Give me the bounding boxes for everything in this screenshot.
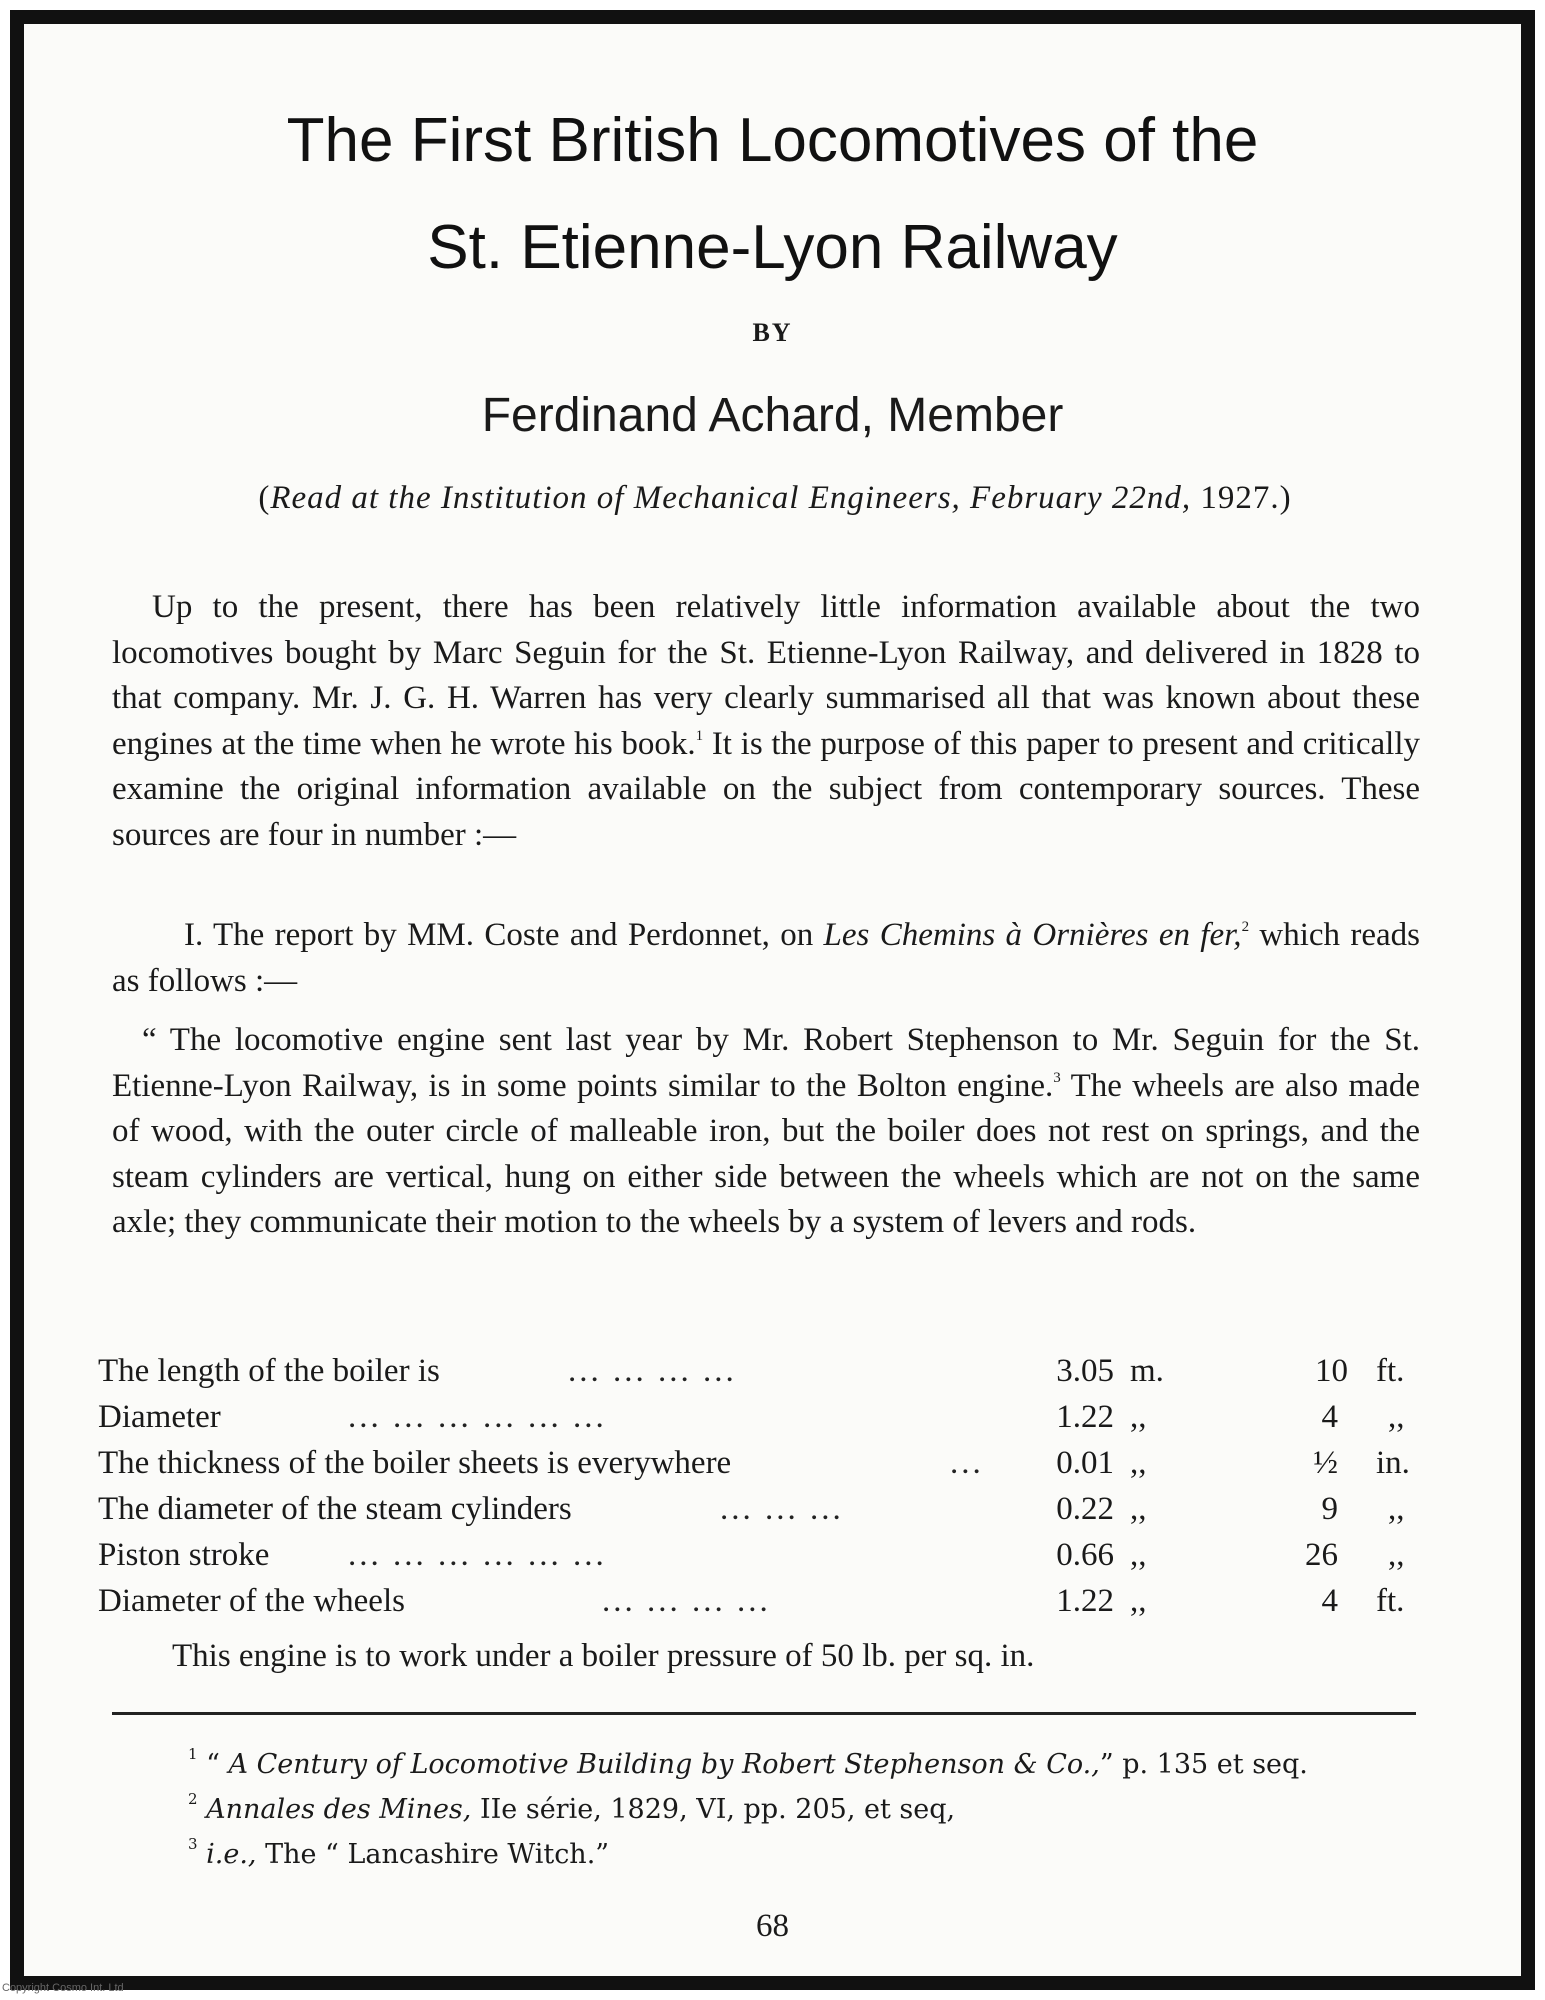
spec-row: [98, 1348, 1428, 1394]
footnote-rest: The “ Lancashire Witch.”: [256, 1839, 610, 1870]
footnote-ref-2[interactable]: 2: [1241, 919, 1250, 935]
source-one-tail: which reads as follows :—: [112, 917, 1421, 999]
spec-leader-dots: ... ... ... ... ... ...: [348, 1399, 607, 1435]
spec-row: [98, 1394, 1428, 1440]
footnote-3: [188, 1832, 1308, 1877]
spec-metric-value: 0.01: [1056, 1445, 1114, 1481]
paragraph-intro-cont: It is the purpose of this paper to present and critically examine the original information available on the subject from contemporary sources. These sources are four in number :—: [112, 725, 1420, 853]
footnote-1: [188, 1742, 1308, 1787]
quote-text-b: The wheels are also made of wood, with the outer circle of malleable iron, but the boiler does not rest on springs, and the steam cylinders are vertical, hung on either side between the wheels which are not on the same axle; they communicate their motion to the wheels by a system of levers and rods.: [112, 1067, 1420, 1240]
page-number: 68: [756, 1908, 789, 1944]
spec-metric-value: 3.05: [1056, 1353, 1114, 1389]
author-name: Ferdinand Achard, Member: [481, 389, 1064, 442]
spec-row: [98, 1578, 1428, 1624]
spec-row: [98, 1532, 1428, 1578]
spec-metric-value: 1.22: [1056, 1583, 1114, 1619]
read-at-year: 1927.): [1200, 480, 1292, 516]
spec-imperial-unit: ,,: [1388, 1491, 1405, 1527]
pressure-note: This engine is to work under a boiler pressure of 50 lb. per sq. in.: [172, 1638, 1035, 1674]
spec-imperial-value: 10: [1315, 1353, 1348, 1389]
specifications-table: [98, 1348, 1428, 1624]
paragraph-intro: [112, 585, 1420, 858]
read-at-text: Read at the Institution of Mechanical Engineers, February 22nd,: [270, 480, 1192, 516]
spec-metric-value: 0.22: [1056, 1491, 1114, 1527]
footnote-ref-1[interactable]: 1: [695, 727, 704, 744]
footnote-title: i.e.,: [206, 1839, 257, 1870]
read-at-open: (: [258, 480, 271, 516]
spec-label: The diameter of the steam cylinders: [98, 1491, 572, 1527]
spec-leader-dots: ... ... ... ... ... ...: [348, 1537, 607, 1573]
footnote-ref-3[interactable]: 3: [1053, 1069, 1061, 1086]
footnote-number: 2: [188, 1790, 198, 1808]
footnote-rest: ” p. 135 et seq.: [1099, 1749, 1308, 1780]
spec-metric-unit: ,,: [1130, 1399, 1147, 1435]
footnote-rest: IIe série, 1829, VI, pp. 205, et seq,: [471, 1794, 956, 1825]
footnotes: [188, 1742, 1308, 1877]
footnote-title: Annales des Mines,: [206, 1794, 472, 1825]
quote-text-a: “ The locomotive engine sent last year by Mr. Robert Stephenson to Mr. Seguin for the St. Etienne-Lyon Railway, is in some points similar to the Bolton engine.: [112, 1022, 1420, 1104]
footnote-2: [188, 1787, 1308, 1832]
spec-leader-dots: ... ... ... ...: [568, 1353, 737, 1389]
spec-imperial-unit: ft.: [1376, 1353, 1405, 1389]
spec-label: Piston stroke: [98, 1537, 270, 1573]
footnote-title: A Century of Locomotive Building by Robert Stephenson & Co.,: [228, 1749, 1100, 1780]
footnote-number: 1: [188, 1745, 198, 1763]
source-one-title: Les Chemins à Ornières en fer,: [823, 917, 1242, 953]
spec-metric-value: 0.66: [1056, 1537, 1114, 1573]
spec-metric-value: 1.22: [1056, 1399, 1114, 1435]
spec-label: Diameter of the wheels: [98, 1583, 405, 1619]
spec-imperial-value: 9: [1321, 1491, 1338, 1527]
spec-imperial-value: 26: [1305, 1537, 1338, 1573]
read-at-note: [150, 480, 1400, 517]
spec-row: [98, 1486, 1428, 1532]
spec-label: Diameter: [98, 1399, 221, 1435]
source-one-lead: I. The report by MM. Coste and Perdonnet, on: [184, 917, 824, 953]
spec-metric-unit: ,,: [1130, 1537, 1147, 1573]
footnote-number: 3: [188, 1835, 198, 1853]
spec-imperial-unit: ,,: [1388, 1399, 1405, 1435]
spec-metric-unit: ,,: [1130, 1583, 1147, 1619]
spec-imperial-value: 4: [1321, 1399, 1338, 1435]
spec-label: The thickness of the boiler sheets is everywhere: [98, 1445, 732, 1481]
spec-leader-dots: ...: [950, 1445, 984, 1481]
paragraph-source-one: [112, 913, 1420, 1004]
article-title-line-2: St. Etienne-Lyon Railway: [427, 213, 1118, 282]
spec-imperial-value: 4: [1321, 1583, 1338, 1619]
footnote-prefix: “: [206, 1749, 229, 1780]
spec-leader-dots: ... ... ... ...: [602, 1583, 771, 1619]
byline: BY: [752, 318, 793, 347]
paragraph-intro-text: Up to the present, there has been relatively little information available about the two locomotives bought by Marc Seguin for the St. Etienne-Lyon Railway, and delivered in 1828 to that company. Mr. J. G. H. Warren has very clearly summarised all that was known about these engines at the time when he wrote his book.: [112, 589, 1420, 762]
spec-imperial-value: ½: [1313, 1445, 1338, 1481]
spec-row: [98, 1440, 1428, 1486]
article-title-line-1: The First British Locomotives of the: [286, 106, 1259, 175]
copyright-notice: Copyright Cosmo Int. Ltd: [2, 1982, 124, 1994]
spec-leader-dots: ... ... ...: [720, 1491, 844, 1527]
spec-metric-unit: ,,: [1130, 1445, 1147, 1481]
spec-imperial-unit: in.: [1376, 1445, 1410, 1481]
footnote-divider: [112, 1712, 1416, 1715]
spec-metric-unit: ,,: [1130, 1491, 1147, 1527]
paragraph-quote: [112, 1018, 1420, 1246]
spec-label: The length of the boiler is: [98, 1353, 440, 1389]
spec-metric-unit: m.: [1130, 1353, 1164, 1389]
spec-imperial-unit: ft.: [1376, 1583, 1405, 1619]
spec-imperial-unit: ,,: [1388, 1537, 1405, 1573]
